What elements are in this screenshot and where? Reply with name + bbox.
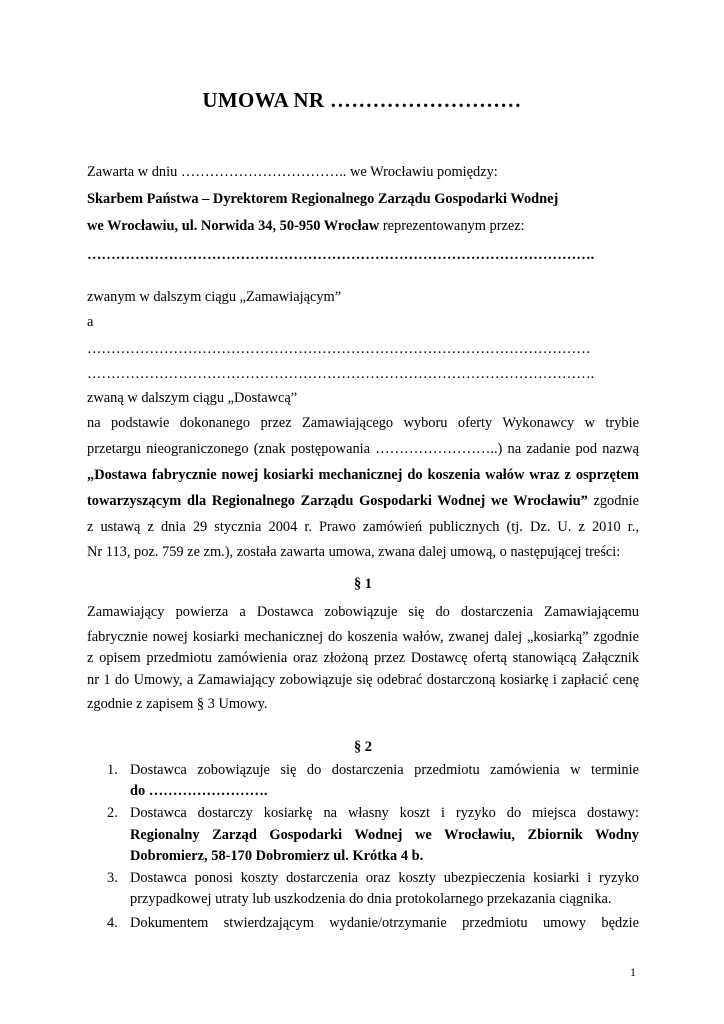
section-heading: § 2 bbox=[354, 739, 372, 755]
paragraph-line: fabrycznie nowej kosiarki mechanicznej do koszenia wałów, zwanej dalej „kosiarką” zgodnie bbox=[87, 629, 639, 645]
intro-line: Nr 113, poz. 759 ze zm.), została zawarta umowa, zwana dalej umową, o następującej treści: bbox=[87, 544, 621, 560]
section-heading: § 1 bbox=[354, 576, 372, 592]
contractor-placeholder: ……………………………………………………………………………………………. bbox=[87, 366, 595, 382]
list-item: do ……………………. bbox=[130, 783, 268, 799]
paragraph-line: zgodnie z zapisem § 3 Umowy. bbox=[87, 696, 268, 712]
list-number: 2. bbox=[107, 805, 118, 821]
representative-placeholder: ……………………………………………………………………………………………. bbox=[87, 247, 595, 263]
intro-line: zwaną w dalszym ciągu „Dostawcą” bbox=[87, 390, 298, 406]
list-item: Dokumentem stwierdzającym wydanie/otrzymanie przedmiotu umowy będzie bbox=[130, 915, 639, 931]
list-item: Dostawca zobowiązuje się do dostarczenia przedmiotu zamówienia w terminie bbox=[130, 762, 639, 778]
page-title: UMOWA NR ……………………… bbox=[202, 88, 522, 112]
intro-line bbox=[87, 216, 639, 236]
paragraph-line: Zamawiający powierza a Dostawca zobowiązuje się do dostarczenia Zamawiającemu bbox=[87, 604, 639, 620]
list-number: 4. bbox=[107, 915, 118, 931]
list-item: Dobromierz, 58-170 Dobromierz ul. Krótka 4 b. bbox=[130, 848, 424, 864]
address-text: we Wrocławiu, ul. Norwida 34, 50-950 Wrocław bbox=[87, 218, 380, 234]
intro-line: na podstawie dokonanego przez Zamawiającego wyboru oferty Wykonawcy w trybie bbox=[87, 415, 639, 431]
list-item: Dostawca ponosi koszty dostarczenia oraz koszty ubezpieczenia kosiarki i ryzyko bbox=[130, 870, 639, 886]
list-item: Dostawca dostarczy kosiarkę na własny koszt i ryzyko do miejsca dostawy: bbox=[130, 805, 639, 821]
intro-line: zwanym w dalszym ciągu „Zamawiającym” bbox=[87, 289, 342, 305]
contractor-placeholder: …………………………………………………………………………………………… bbox=[87, 341, 591, 357]
page-number: 1 bbox=[630, 965, 636, 979]
intro-line: Zawarta w dniu …………………………….. we Wrocławiu pomiędzy: bbox=[87, 164, 498, 180]
intro-line: Skarbem Państwa – Dyrektorem Regionalnego Zarządu Gospodarki Wodnej bbox=[87, 191, 559, 207]
intro-line bbox=[87, 491, 639, 511]
intro-text: reprezentowanym przez: bbox=[379, 218, 525, 234]
tender-name: towarzyszącym dla Regionalnego Zarządu Gospodarki Wodnej we Wrocławiu” bbox=[87, 493, 588, 509]
list-item: Regionalny Zarząd Gospodarki Wodnej we Wrocławiu, Zbiornik Wodny bbox=[130, 827, 639, 843]
list-number: 3. bbox=[107, 870, 118, 886]
list-item: przypadkowej utraty lub uszkodzenia do dnia protokolarnego przekazania ciągnika. bbox=[130, 891, 612, 907]
intro-text: zgodnie bbox=[587, 493, 639, 509]
paragraph-line: z opisem przedmiotu zamówienia oraz złożoną przez Dostawcę ofertą stanowiącą Załącznik bbox=[87, 650, 639, 666]
intro-line: przetargu nieograniczonego (znak postępowania ……………………..) na zadanie pod nazwą bbox=[87, 441, 639, 457]
list-number: 1. bbox=[107, 762, 118, 778]
intro-line: a bbox=[87, 314, 94, 330]
intro-line: z ustawą z dnia 29 stycznia 2004 r. Prawo zamówień publicznych (tj. Dz. U. z 2010 r., bbox=[87, 519, 639, 535]
paragraph-line: nr 1 do Umowy, a Zamawiający zobowiązuje się odebrać dostarczoną kosiarkę i zapłacić cenę bbox=[87, 672, 639, 688]
tender-name: „Dostawa fabrycznie nowej kosiarki mechanicznej do koszenia wałów wraz z osprzętem bbox=[87, 467, 639, 483]
